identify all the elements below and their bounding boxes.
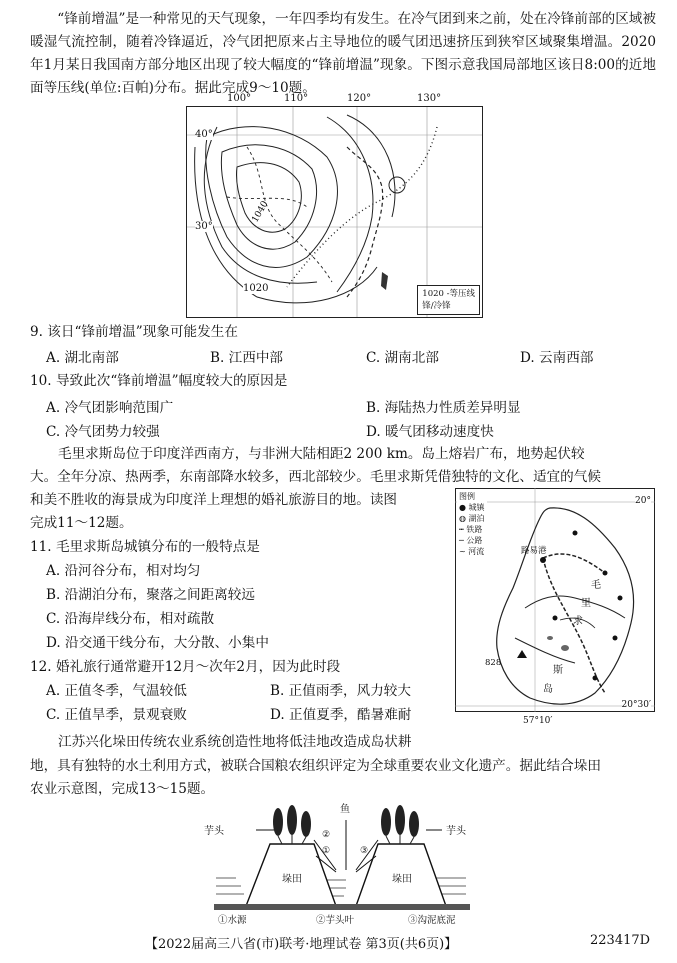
q11-stem: 11. 毛里求斯岛城镇分布的一般特点是 (30, 539, 260, 555)
q9-option-d[interactable]: D. 云南西部 (520, 350, 594, 366)
q12-option-b[interactable]: B. 正值雨季，风力较大 (270, 683, 411, 699)
island-char-3: 求 (573, 616, 583, 627)
lon-label-57-10: 57°10′ (523, 716, 553, 726)
q10-option-a[interactable]: A. 冷气团影响范围广 (46, 400, 174, 416)
footer-code: 223417D (590, 933, 651, 948)
duotian-diagram (196, 800, 486, 926)
q12-option-d[interactable]: D. 正值夏季，酷暑难耐 (270, 707, 412, 723)
legend-river-label: 河流 (468, 547, 485, 556)
marker-1: ① (322, 846, 331, 856)
q9-option-c[interactable]: C. 湖南北部 (366, 350, 439, 366)
legend-railway-label: 铁路 (466, 525, 483, 534)
legend-mud: ③沟泥底泥 (408, 915, 456, 926)
passage-3-line-3: 农业示意图，完成13～15题。 (30, 781, 215, 797)
label-taro-left: 芋头 (204, 826, 224, 837)
lat-label-30: 30° (195, 221, 213, 232)
passage-3-line-2: 地，具有独特的水土利用方式，被联合国粮农组织评定为全球重要农业文化遗产。据此结合垛田 (30, 758, 601, 774)
island-char-4: 斯 (553, 665, 563, 676)
legend-railway (459, 524, 485, 535)
legend-town (459, 502, 485, 513)
legend-river (459, 546, 485, 557)
isobar-label-1040: 1040 (250, 199, 271, 225)
river-symbol-icon: ~ (459, 547, 466, 556)
island-char-2: 里 (581, 598, 591, 609)
lon-label-110: 110° (284, 93, 309, 104)
legend-road (459, 535, 485, 546)
q10-stem: 10. 导致此次“锋前增温”幅度较大的原因是 (30, 373, 288, 389)
q9-stem: 9. 该日“锋前增温”现象可能发生在 (30, 324, 238, 340)
passage-2-line-3: 和美不胜收的海景成为印度洋上理想的婚礼旅游目的地。读图 (30, 492, 398, 508)
lat-label-40: 40° (195, 129, 213, 140)
mauritius-map (455, 488, 655, 733)
lat-label-20-30: 20°30′ (621, 700, 651, 710)
q11-option-b[interactable]: B. 沿湖泊分布，聚落之间距离较远 (46, 587, 255, 603)
q9-option-b[interactable]: B. 江西中部 (210, 350, 284, 366)
road-symbol-icon: ─ (459, 536, 464, 545)
legend-lake-label: 湖泊 (468, 514, 485, 523)
passage-2-line-2: 大。全年分凉、热两季，东南部降水较多，西北部较少。毛里求斯凭借独特的文化、适宜的气候 (30, 469, 601, 485)
marker-2: ② (322, 830, 331, 840)
isobar-map (186, 93, 483, 318)
label-field-left: 垛田 (282, 874, 302, 885)
q10-option-d[interactable]: D. 暖气团移动速度快 (366, 424, 494, 440)
legend-taro-leaf: ②芋头叶 (316, 915, 355, 926)
legend-town-label: 城镇 (468, 503, 485, 512)
railway-symbol-icon: ┅ (459, 525, 464, 534)
isobar-label-1020: 1020 (243, 283, 269, 294)
lat-label-20: 20° (635, 496, 651, 506)
q10-option-c[interactable]: C. 冷气团势力较强 (46, 424, 160, 440)
passage-1: “锋前增温”是一种常见的天气现象，一年四季均有发生。在冷气团到来之前，处在冷锋前部的区域被暖湿气流控制，随着冷锋逼近，冷气团把原来占主导地位的暖气团迅速挤压到狭窄区域聚集增温。2020年1月某日我国南方部分地区出现了较大幅度的“锋前增温”现象。下图示意我国局部地区该日8:00的近地面等压线(单位:百帕)分布。据此完成9～10题。 (30, 11, 656, 96)
q10-option-b[interactable]: B. 海陆热力性质差异明显 (366, 400, 521, 416)
passage-3-line-1: 江苏兴化垛田传统农业系统创造性地将低洼地改造成岛状耕 (58, 734, 412, 750)
label-fish: 鱼 (340, 804, 350, 815)
lon-label-130: 130° (417, 93, 442, 104)
q11-option-a[interactable]: A. 沿河谷分布，相对均匀 (46, 563, 201, 579)
passage-2-line-4: 完成11～12题。 (30, 515, 133, 531)
lon-label-100: 100° (227, 93, 252, 104)
elevation-label: 828 (485, 658, 502, 668)
label-field-right: 垛田 (392, 874, 412, 885)
town-symbol-icon: ● (459, 503, 466, 512)
passage-2-line-1: 毛里求斯岛位于印度洋西南方，与非洲大陆相距2 200 km。岛上熔岩广布，地势起伏较 (58, 446, 585, 462)
legend-front: 锋/冷锋 (422, 301, 451, 311)
map1-legend (417, 285, 480, 315)
map2-legend (457, 490, 487, 558)
legend-water-source: ①水源 (218, 915, 247, 926)
footer-title: 【2022届高三八省(市)联考·地理试卷 第3页(共6页)】 (145, 937, 458, 952)
q9-option-a[interactable]: A. 湖北南部 (46, 350, 119, 366)
duotian-diagram-svg (196, 800, 486, 926)
label-taro-right: 芋头 (446, 826, 466, 837)
legend-isobar: 1020 -等压线 (422, 289, 475, 299)
lake-symbol-icon: ◍ (459, 514, 466, 523)
q11-option-d[interactable]: D. 沿交通干线分布，大分散、小集中 (46, 635, 269, 651)
lon-label-120: 120° (347, 93, 372, 104)
q12-option-c[interactable]: C. 正值旱季，景观衰败 (46, 707, 187, 723)
legend-road-label: 公路 (466, 536, 483, 545)
legend-title: 图例 (459, 492, 475, 501)
legend-lake (459, 513, 485, 524)
marker-3: ③ (360, 846, 369, 856)
q12-option-a[interactable]: A. 正值冬季，气温较低 (46, 683, 187, 699)
island-char-5: 岛 (543, 684, 553, 695)
q12-stem: 12. 婚礼旅行通常避开12月～次年2月，因为此时段 (30, 659, 341, 675)
q11-option-c[interactable]: C. 沿海岸线分布，相对疏散 (46, 611, 215, 627)
island-char-1: 毛 (591, 580, 601, 591)
city-port-louis: 路易港 (521, 546, 547, 556)
